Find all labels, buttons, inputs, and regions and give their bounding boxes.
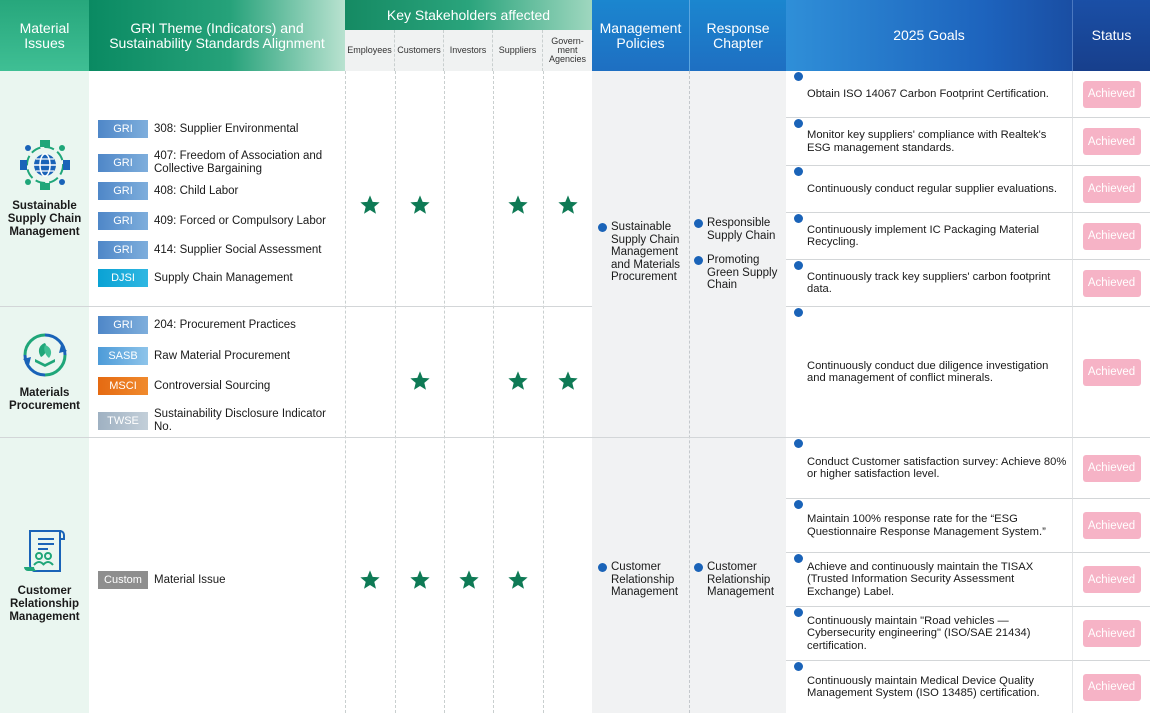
status-badge: Achieved xyxy=(1083,620,1141,647)
status-badge: Achieved xyxy=(1083,512,1141,539)
goal-row xyxy=(786,661,1072,713)
star-icon xyxy=(458,569,480,591)
standard-text: Supply Chain Management xyxy=(154,271,293,284)
header-response-chapter-label: Response Chapter xyxy=(706,19,770,51)
goal-row xyxy=(786,607,1072,661)
standard-tag: GRI xyxy=(98,182,148,200)
header-status xyxy=(1072,0,1150,71)
goal-row xyxy=(786,499,1072,553)
standard-row xyxy=(98,182,344,200)
column-divider xyxy=(395,71,396,713)
goal-text: Achieve and continuously maintain the TISAX (Trusted Information Security Assessment Exchange) Label. xyxy=(807,560,1034,598)
standard-tag: Custom xyxy=(98,571,148,589)
star-icon xyxy=(409,569,431,591)
header-material-issues xyxy=(0,0,89,71)
materials-recycle-icon xyxy=(21,331,69,379)
goal-text: Maintain 100% response rate for the “ESG Questionnaire Response Management System.” xyxy=(807,513,1046,538)
status-cell xyxy=(1072,499,1150,553)
bullet-dot xyxy=(794,119,803,128)
standard-text: 409: Forced or Compulsory Labor xyxy=(154,214,326,227)
bullet-dot xyxy=(794,261,803,270)
bullet-dot xyxy=(794,167,803,176)
header-response-chapter xyxy=(689,0,786,71)
status-badge: Achieved xyxy=(1083,81,1141,108)
header-stakeholder-investors xyxy=(444,30,493,71)
status-cell xyxy=(1072,553,1150,607)
status-cell xyxy=(1072,607,1150,661)
header-stakeholder-government xyxy=(543,30,592,71)
bullet-dot xyxy=(794,500,803,509)
bullet-dot xyxy=(598,223,607,232)
goal-text: Conduct Customer satisfaction survey: Achieve 80% or higher satisfaction level. xyxy=(807,455,1067,480)
standard-text: 408: Child Labor xyxy=(154,184,239,197)
material-issue-label: Customer Relationship Management xyxy=(9,584,80,623)
standard-row xyxy=(98,241,344,259)
goal-row xyxy=(786,553,1072,607)
bullet-dot xyxy=(794,554,803,563)
column-divider xyxy=(345,71,346,713)
status-cell xyxy=(1072,213,1150,260)
goal-text: Continuously track key suppliers' carbon footprint data. xyxy=(807,270,1051,295)
column-divider xyxy=(444,71,445,713)
header-status-label: Status xyxy=(1091,27,1132,43)
goal-text: Obtain ISO 14067 Carbon Footprint Certification. xyxy=(807,87,1049,100)
standard-text: 407: Freedom of Association and Collective Bargaining xyxy=(154,150,323,175)
material-issue-label: Materials Procurement xyxy=(9,386,80,412)
row-divider xyxy=(0,437,786,438)
response-text: Responsible Supply Chain xyxy=(707,217,776,242)
goal-row xyxy=(786,213,1072,260)
standard-text: Controversial Sourcing xyxy=(154,379,271,392)
star-icon xyxy=(409,194,431,216)
standard-row xyxy=(98,120,344,138)
bullet-dot xyxy=(794,662,803,671)
status-badge: Achieved xyxy=(1083,566,1141,593)
status-cell xyxy=(1072,307,1150,438)
bullet-dot xyxy=(694,256,703,265)
material-issue-supply-chain xyxy=(0,71,89,306)
standard-text: Raw Material Procurement xyxy=(154,349,291,362)
goal-text: Continuously conduct regular supplier evaluations. xyxy=(807,182,1058,195)
standard-row xyxy=(98,316,344,334)
standard-tag: GRI xyxy=(98,154,148,172)
standard-row xyxy=(98,269,344,287)
header-stakeholder-suppliers xyxy=(493,30,543,71)
stakeholder-label: Suppliers xyxy=(498,45,537,55)
policies-divider xyxy=(689,71,690,713)
star-icon xyxy=(359,194,381,216)
goal-row xyxy=(786,71,1072,118)
header-key-stakeholders xyxy=(345,0,592,30)
standard-row xyxy=(98,377,344,395)
status-badge: Achieved xyxy=(1083,223,1141,250)
header-management-policies-label: Management Policies xyxy=(599,19,682,51)
status-badge: Achieved xyxy=(1083,674,1141,701)
status-cell xyxy=(1072,260,1150,307)
goal-text: Continuously conduct due diligence investigation and management of conflict minerals. xyxy=(807,359,1049,384)
star-icon xyxy=(507,194,529,216)
stakeholder-label: Investors xyxy=(449,45,487,55)
goal-text: Continuously implement IC Packaging Material Recycling. xyxy=(807,223,1039,248)
bullet-dot xyxy=(794,72,803,81)
star-icon xyxy=(507,569,529,591)
status-badge: Achieved xyxy=(1083,359,1141,386)
response-responsible-supply-chain xyxy=(694,217,784,242)
bullet-dot xyxy=(794,608,803,617)
goal-row xyxy=(786,166,1072,213)
star-icon xyxy=(359,569,381,591)
standard-text: 308: Supplier Environmental xyxy=(154,122,299,135)
star-icon xyxy=(557,194,579,216)
bullet-dot xyxy=(598,563,607,572)
goal-row xyxy=(786,438,1072,499)
header-gri-theme-label: GRI Theme (Indicators) and Sustainability Standards Alignment xyxy=(109,19,325,51)
status-cell xyxy=(1072,118,1150,166)
stakeholder-label: Customers xyxy=(397,45,441,55)
goal-text: Monitor key suppliers' compliance with Realtek's ESG management standards. xyxy=(807,129,1047,154)
star-icon xyxy=(557,370,579,392)
stakeholder-label: Govern-ment Agencies xyxy=(548,36,587,64)
standard-tag: GRI xyxy=(98,120,148,138)
status-cell xyxy=(1072,166,1150,213)
standard-row xyxy=(98,571,344,589)
header-material-issues-label: Material Issues xyxy=(19,19,70,51)
status-cell xyxy=(1072,71,1150,118)
column-divider xyxy=(493,71,494,713)
header-gri-theme xyxy=(89,0,345,71)
star-icon xyxy=(507,370,529,392)
response-text: Promoting Green Supply Chain xyxy=(707,254,778,291)
bullet-dot xyxy=(694,563,703,572)
material-issue-label: Sustainable Supply Chain Management xyxy=(7,200,82,238)
standard-tag: GRI xyxy=(98,241,148,259)
standard-tag: GRI xyxy=(98,316,148,334)
customer-document-icon xyxy=(22,527,68,577)
policy-customer-relationship xyxy=(598,561,686,599)
bullet-dot xyxy=(794,308,803,317)
standard-row xyxy=(98,408,344,434)
standard-row xyxy=(98,347,344,365)
response-customer-relationship xyxy=(694,561,784,599)
goal-text: Continuously maintain "Road vehicles — Cybersecurity engineering" (ISO/SAE 21434) certification. xyxy=(807,614,1031,652)
header-stakeholder-employees xyxy=(345,30,395,71)
standard-tag: DJSI xyxy=(98,269,148,287)
standard-tag: SASB xyxy=(98,347,148,365)
status-cell xyxy=(1072,661,1150,713)
status-badge: Achieved xyxy=(1083,128,1141,155)
material-issue-customer-relationship xyxy=(0,437,89,713)
header-2025-goals-label: 2025 Goals xyxy=(893,27,965,43)
standard-text: 204: Procurement Practices xyxy=(154,318,296,331)
standard-row xyxy=(98,150,344,176)
policy-text: Sustainable Supply Chain Management and Materials Procurement xyxy=(611,221,681,283)
header-2025-goals xyxy=(786,0,1072,71)
header-management-policies xyxy=(592,0,689,71)
status-badge: Achieved xyxy=(1083,270,1141,297)
header-key-stakeholders-label: Key Stakeholders affected xyxy=(386,6,551,23)
column-divider xyxy=(543,71,544,713)
standard-text: Sustainability Disclosure Indicator No. xyxy=(154,408,326,433)
star-icon xyxy=(409,370,431,392)
standard-text: 414: Supplier Social Assessment xyxy=(154,243,322,256)
goal-row xyxy=(786,118,1072,166)
status-cell xyxy=(1072,438,1150,499)
stakeholder-label: Employees xyxy=(347,45,392,55)
standard-row xyxy=(98,212,344,230)
goal-row xyxy=(786,307,1072,438)
response-green-supply-chain xyxy=(694,254,784,292)
header-stakeholder-customers xyxy=(395,30,444,71)
bullet-dot xyxy=(794,439,803,448)
standard-tag: TWSE xyxy=(98,412,148,430)
goal-row xyxy=(786,260,1072,307)
material-issue-materials-procurement xyxy=(0,306,89,437)
policy-text: Customer Relationship Management xyxy=(611,561,679,598)
status-badge: Achieved xyxy=(1083,455,1141,482)
bullet-dot xyxy=(794,214,803,223)
policy-supply-chain xyxy=(598,221,686,284)
status-badge: Achieved xyxy=(1083,176,1141,203)
response-text: Customer Relationship Management xyxy=(707,561,775,598)
standard-tag: MSCI xyxy=(98,377,148,395)
goal-text: Continuously maintain Medical Device Quality Management System (ISO 13485) certification. xyxy=(807,674,1040,699)
bullet-dot xyxy=(694,219,703,228)
standard-text: Material Issue xyxy=(154,573,226,586)
standard-tag: GRI xyxy=(98,212,148,230)
supply-chain-globe-icon xyxy=(18,138,72,192)
